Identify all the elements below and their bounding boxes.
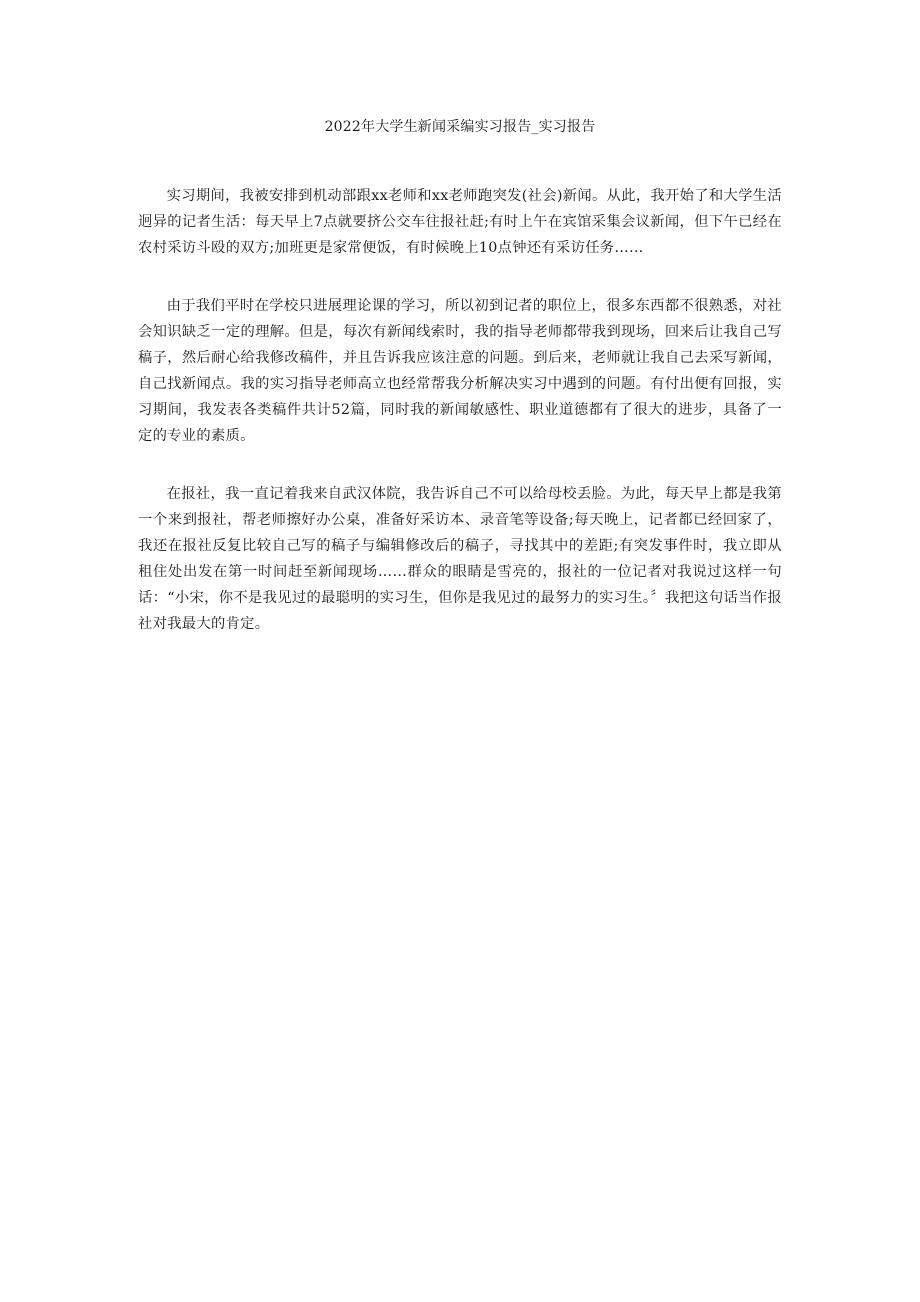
paragraph-1: 实习期间，我被安排到机动部跟xx老师和xx老师跑突发(社会)新闻。从此，我开始了和大学生活迥异的记者生活：每天早上7点就要挤公交车往报社赶;有时上午在宾馆采集会议新闻，但下午已经在农村采访斗殴的双方;加班更是家常便饭，有时候晚上10点钟还有采访任务…… xyxy=(138,188,782,256)
document-body xyxy=(138,183,782,669)
document-title: 2022年大学生新闻采编实习报告_实习报告 xyxy=(324,119,596,135)
paragraph-2: 由于我们平时在学校只进展理论课的学习，所以初到记者的职位上，很多东西都不很熟悉，对社会知识缺乏一定的理解。但是，每次有新闻线索时，我的指导老师都带我到现场，回来后让我自己写稿子，然后耐心给我修改稿件，并且告诉我应该注意的问题。到后来，老师就让我自己去采写新闻，自己找新闻点。我的实习指导老师高立也经常帮我分析解决实习中遇到的问题。有付出便有回报，实习期间，我发表各类稿件共计52篇，同时我的新闻敏感性、职业道德都有了很大的进步，具备了一定的专业的素质。 xyxy=(138,298,782,444)
paragraph-3: 在报社，我一直记着我来自武汉体院，我告诉自己不可以给母校丢脸。为此，每天早上都是我第一个来到报社，帮老师擦好办公桌，准备好采访本、录音笔等设备;每天晚上，记者都已经回家了，我还在报社反复比较自己写的稿子与编辑修改后的稿子，寻找其中的差距;有突发事件时，我立即从租住处出发在第一时间赶至新闻现场……群众的眼睛是雪亮的，报社的一位记者对我说过这样一句话：“小宋，你不是我见过的最聪明的实习生，但你是我见过的最努力的实习生。〞我把这句话当作报社对我最大的肯定。 xyxy=(138,486,782,632)
